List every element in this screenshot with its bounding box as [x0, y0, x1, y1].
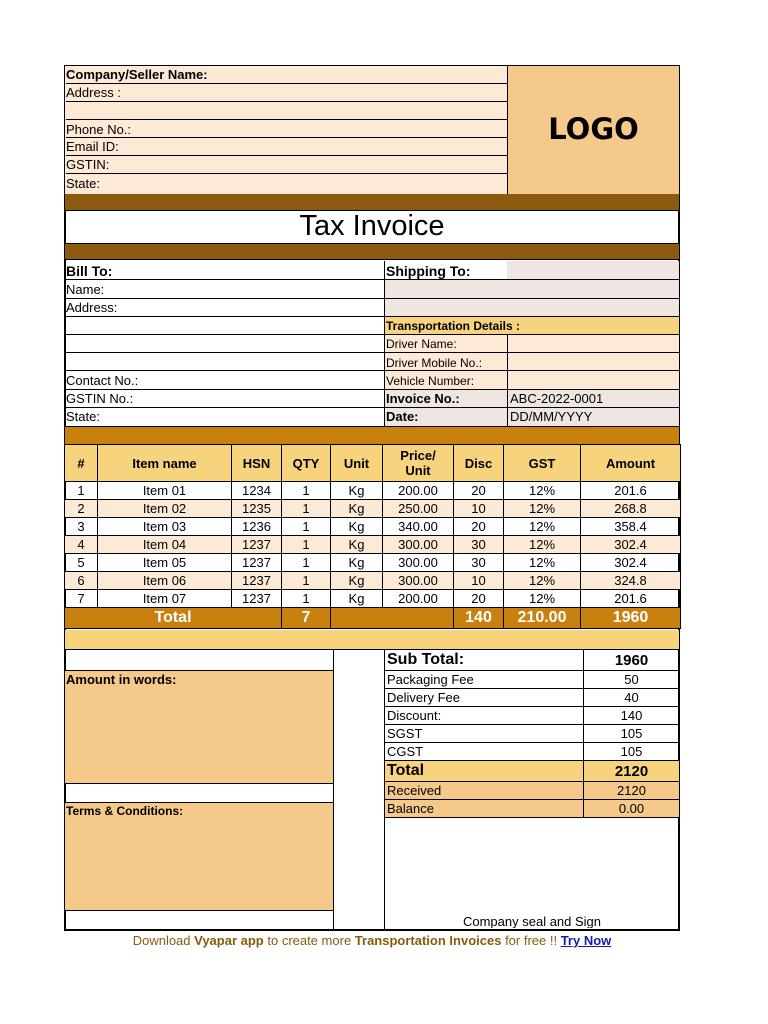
- cell-unit: Kg: [331, 572, 383, 590]
- received-row: [385, 782, 680, 800]
- cell-hsn: 1237: [232, 554, 282, 572]
- cell-item-name: Item 07: [98, 590, 232, 608]
- company-seal-label: Company seal and Sign: [462, 915, 602, 928]
- items-table: [64, 444, 681, 629]
- sgst-value: 105: [584, 725, 680, 743]
- address-line-2: [66, 102, 507, 120]
- shipping-line-1: [385, 280, 679, 299]
- cell-hsn: 1237: [232, 590, 282, 608]
- cell-qty: 1: [282, 500, 331, 518]
- subtotal-label: Sub Total:: [385, 650, 584, 671]
- items-total-disc: 140: [454, 608, 504, 629]
- col-amount: Amount: [581, 445, 681, 482]
- amount-in-words-label: Amount in words:: [66, 673, 177, 686]
- cell-price-unit: 300.00: [383, 536, 454, 554]
- cell-qty: 1: [282, 482, 331, 500]
- table-row: [65, 482, 681, 500]
- balance-label: Balance: [385, 800, 584, 818]
- footer-promo: [64, 933, 680, 948]
- cell-item-name: Item 03: [98, 518, 232, 536]
- cell-unit: Kg: [331, 554, 383, 572]
- col-qty: QTY: [282, 445, 331, 482]
- received-label: Received: [385, 782, 584, 800]
- cell-row-number: 3: [65, 518, 98, 536]
- sgst-label: SGST: [385, 725, 584, 743]
- cell-item-name: Item 05: [98, 554, 232, 572]
- table-row: [65, 500, 681, 518]
- items-total-row: [65, 608, 681, 629]
- cell-amount: 268.8: [581, 500, 681, 518]
- cell-hsn: 1234: [232, 482, 282, 500]
- vehicle-number-label: Vehicle Number:: [385, 371, 507, 390]
- phone-label: Phone No.:: [66, 120, 507, 138]
- cell-gst: 12%: [504, 536, 581, 554]
- cell-gst: 12%: [504, 482, 581, 500]
- invoice-no-label: Invoice No.:: [385, 390, 507, 408]
- cell-disc: 10: [454, 572, 504, 590]
- cell-disc: 20: [454, 590, 504, 608]
- items-total-gst: 210.00: [504, 608, 581, 629]
- cell-item-name: Item 06: [98, 572, 232, 590]
- table-row: [65, 536, 681, 554]
- driver-mobile-label: Driver Mobile No.:: [385, 353, 507, 371]
- table-row: [65, 590, 681, 608]
- delivery-row: [385, 689, 680, 707]
- cell-disc: 30: [454, 554, 504, 572]
- packaging-value: 50: [584, 671, 680, 689]
- packaging-label: Packaging Fee: [385, 671, 584, 689]
- discount-label: Discount:: [385, 707, 584, 725]
- cell-item-name: Item 04: [98, 536, 232, 554]
- try-now-link[interactable]: Try Now: [560, 933, 612, 948]
- cell-unit: Kg: [331, 518, 383, 536]
- bill-name-label: Name:: [66, 280, 384, 299]
- delivery-label: Delivery Fee: [385, 689, 584, 707]
- bill-gstin-label: GSTIN No.:: [66, 390, 384, 408]
- gstin-label: GSTIN:: [66, 156, 507, 174]
- cell-item-name: Item 02: [98, 500, 232, 518]
- items-header-row: [65, 445, 681, 482]
- sgst-row: [385, 725, 680, 743]
- col-disc: Disc: [454, 445, 504, 482]
- title-brown-bar: [65, 243, 679, 260]
- footer-text-1: Download: [132, 933, 195, 948]
- cell-price-unit: 200.00: [383, 482, 454, 500]
- col-gst: GST: [504, 445, 581, 482]
- table-row: [65, 518, 681, 536]
- cell-amount: 358.4: [581, 518, 681, 536]
- cell-row-number: 4: [65, 536, 98, 554]
- col-hsn: HSN: [232, 445, 282, 482]
- bill-state-label: State:: [66, 409, 100, 424]
- footer-text-2: to create more: [263, 933, 355, 948]
- grand-total-value: 2120: [584, 761, 680, 782]
- discount-row: [385, 707, 680, 725]
- cell-amount: 324.8: [581, 572, 681, 590]
- packaging-row: [385, 671, 680, 689]
- table-row: [65, 572, 681, 590]
- cell-unit: Kg: [331, 500, 383, 518]
- items-total-amount: 1960: [581, 608, 681, 629]
- cell-gst: 12%: [504, 500, 581, 518]
- cell-price-unit: 300.00: [383, 572, 454, 590]
- items-total-label: Total: [65, 608, 282, 629]
- amount-words-spacer: [65, 650, 333, 671]
- state-label: State:: [66, 176, 100, 191]
- items-bottom-bar: [65, 630, 679, 650]
- delivery-value: 40: [584, 689, 680, 707]
- grand-total-row: [385, 761, 680, 782]
- cell-gst: 12%: [504, 572, 581, 590]
- cell-qty: 1: [282, 536, 331, 554]
- amount-in-words-box: [65, 671, 333, 783]
- transport-header: Transportation Details :: [385, 317, 679, 335]
- cell-hsn: 1237: [232, 536, 282, 554]
- cell-disc: 10: [454, 500, 504, 518]
- top-brown-bar: [65, 194, 679, 211]
- cell-gst: 12%: [504, 518, 581, 536]
- table-row: [65, 554, 681, 572]
- cell-row-number: 6: [65, 572, 98, 590]
- bill-address-label: Address:: [66, 299, 384, 317]
- address-label: Address :: [66, 84, 507, 102]
- cell-row-number: 7: [65, 590, 98, 608]
- invoice-no-value: ABC-2022-0001: [507, 390, 679, 408]
- terms-label: Terms & Conditions:: [66, 805, 184, 817]
- subtotal-row: [385, 650, 680, 671]
- vehicle-number-value: [507, 371, 679, 390]
- cgst-row: [385, 743, 680, 761]
- cell-qty: 1: [282, 554, 331, 572]
- cell-qty: 1: [282, 518, 331, 536]
- date-value: DD/MM/YYYY: [507, 408, 679, 426]
- footer-text-3: for free !!: [501, 933, 561, 948]
- footer-app-name: Vyapar app: [194, 933, 264, 948]
- cell-price-unit: 340.00: [383, 518, 454, 536]
- col-price-unit: Price/ Unit: [383, 445, 454, 482]
- cell-qty: 1: [282, 590, 331, 608]
- cell-price-unit: 200.00: [383, 590, 454, 608]
- cgst-label: CGST: [385, 743, 584, 761]
- lower-left-divider: [333, 650, 334, 930]
- shipping-line-2: [385, 299, 679, 317]
- cell-unit: Kg: [331, 536, 383, 554]
- cell-disc: 20: [454, 482, 504, 500]
- cell-disc: 30: [454, 536, 504, 554]
- driver-name-value: [507, 335, 679, 353]
- logo-text: LOGO: [548, 112, 639, 146]
- cell-unit: Kg: [331, 590, 383, 608]
- cell-hsn: 1237: [232, 572, 282, 590]
- subtotal-value: 1960: [584, 650, 680, 671]
- balance-value: 0.00: [584, 800, 680, 818]
- cell-price-unit: 250.00: [383, 500, 454, 518]
- page-title: Tax Invoice: [299, 210, 445, 242]
- cell-item-name: Item 01: [98, 482, 232, 500]
- discount-value: 140: [584, 707, 680, 725]
- cell-gst: 12%: [504, 590, 581, 608]
- cell-amount: 302.4: [581, 536, 681, 554]
- col-item-name: Item name: [98, 445, 232, 482]
- grand-total-label: Total: [385, 761, 584, 782]
- cell-disc: 20: [454, 518, 504, 536]
- balance-row: [385, 800, 680, 818]
- cell-amount: 302.4: [581, 554, 681, 572]
- cell-row-number: 2: [65, 500, 98, 518]
- shipping-header-value: [507, 261, 679, 280]
- bill-to-header: Bill To:: [66, 261, 384, 280]
- shipping-header: Shipping To:: [385, 261, 507, 280]
- date-label: Date:: [385, 408, 507, 426]
- footer-invoices: Transportation Invoices: [354, 933, 502, 948]
- cell-hsn: 1235: [232, 500, 282, 518]
- bill-blank-2: [66, 335, 384, 353]
- driver-mobile-value: [507, 353, 679, 371]
- cell-hsn: 1236: [232, 518, 282, 536]
- bill-blank-1: [66, 317, 384, 335]
- company-name-label: Company/Seller Name:: [66, 66, 507, 84]
- bill-blank-3: [66, 353, 384, 371]
- terms-spacer: [65, 783, 333, 803]
- items-total-blank: [331, 608, 454, 629]
- bill-contact-label: Contact No.:: [66, 371, 384, 390]
- cell-amount: 201.6: [581, 482, 681, 500]
- cell-row-number: 1: [65, 482, 98, 500]
- cell-gst: 12%: [504, 554, 581, 572]
- cell-amount: 201.6: [581, 590, 681, 608]
- col-number: #: [65, 445, 98, 482]
- cell-row-number: 5: [65, 554, 98, 572]
- email-label: Email ID:: [66, 138, 507, 156]
- cell-unit: Kg: [331, 482, 383, 500]
- driver-name-label: Driver Name:: [385, 335, 507, 353]
- cgst-value: 105: [584, 743, 680, 761]
- received-value: 2120: [584, 782, 680, 800]
- cell-qty: 1: [282, 572, 331, 590]
- items-total-qty: 7: [282, 608, 331, 629]
- cell-price-unit: 300.00: [383, 554, 454, 572]
- col-unit: Unit: [331, 445, 383, 482]
- terms-box: [65, 803, 333, 911]
- summary-table: [384, 649, 680, 818]
- items-top-bar: [65, 426, 679, 444]
